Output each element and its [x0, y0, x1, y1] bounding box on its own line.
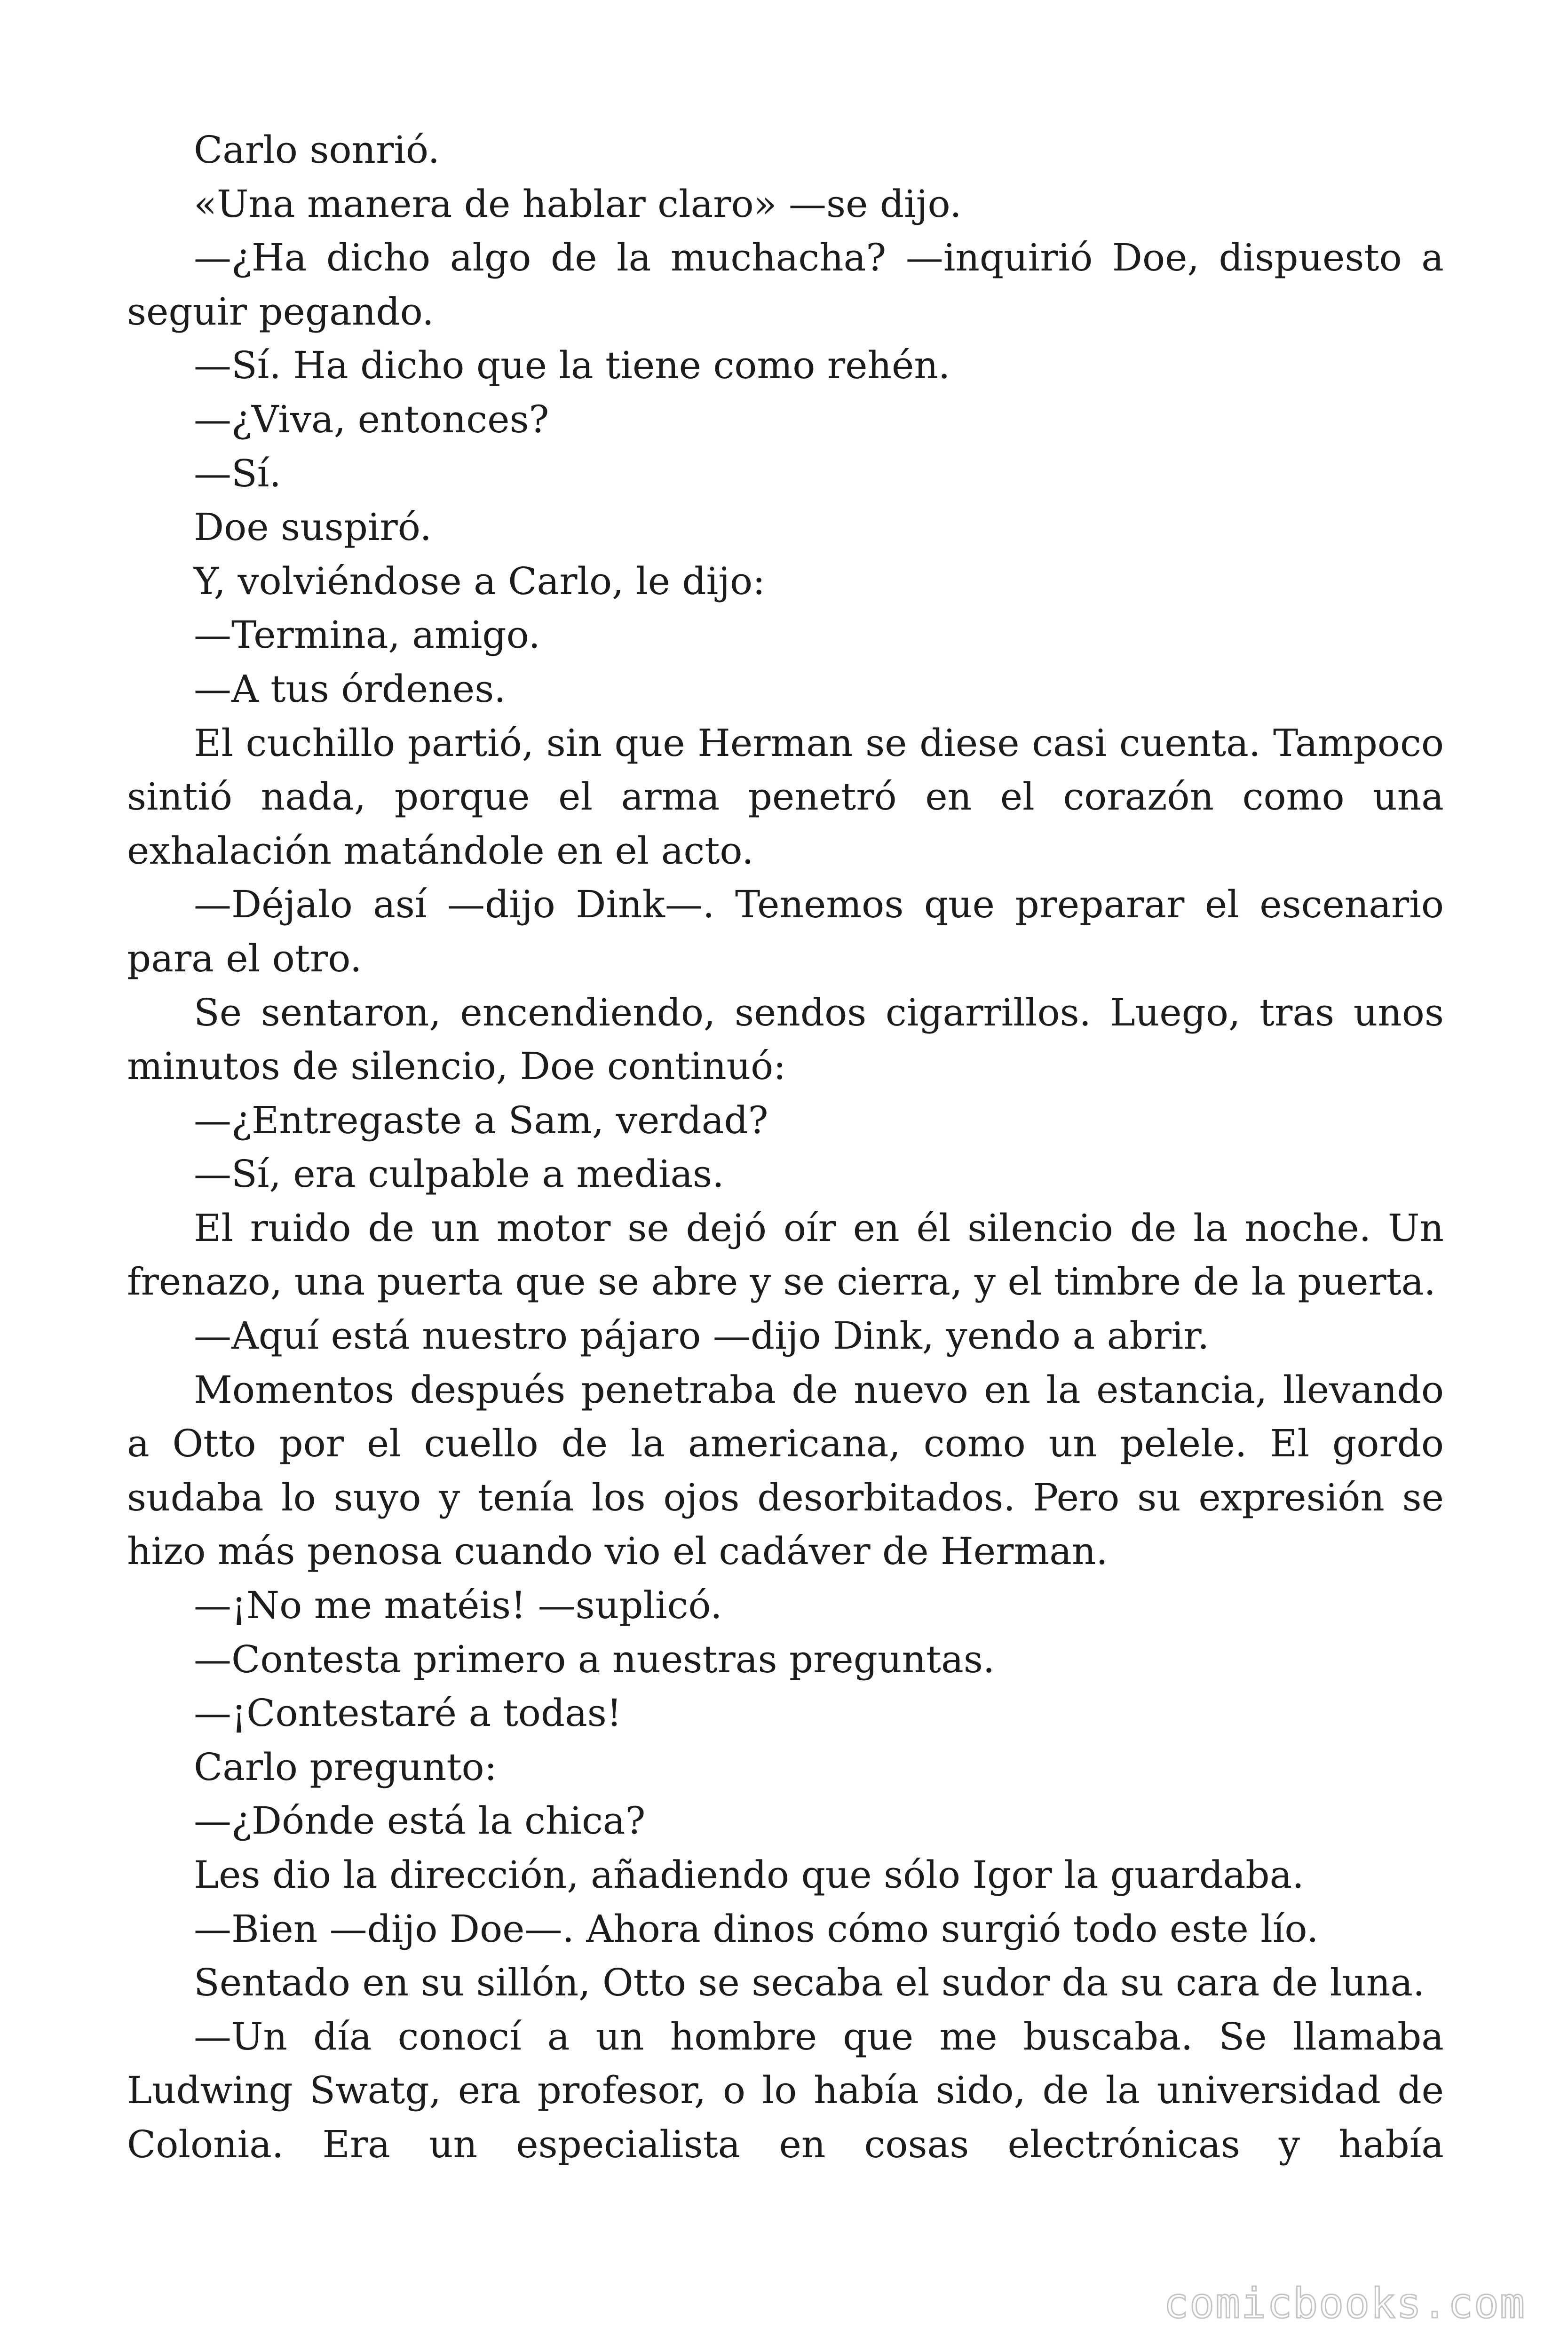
paragraph: Se sentaron, encendiendo, sendos cigarrillos. Luego, tras unos minutos de silencio, Doe continuó: [127, 990, 1444, 1089]
paragraph: Les dio la dirección, añadiendo que sólo Igor la guardaba. [194, 1853, 1304, 1897]
paragraph: —¿Dónde está la chica? [194, 1799, 646, 1843]
paragraph: —¡Contestaré a todas! [194, 1691, 622, 1735]
paragraph: —Sí, era culpable a medias. [194, 1152, 724, 1196]
paragraph: Carlo sonrió. [194, 128, 440, 172]
paragraph: —Sí. Ha dicho que la tiene como rehén. [194, 343, 950, 388]
paragraph: —¿Viva, entonces? [194, 397, 549, 441]
paragraph: Sentado en su sillón, Otto se secaba el sudor da su cara de luna. [194, 1961, 1425, 2005]
paragraph: —A tus órdenes. [194, 667, 506, 711]
paragraph: El ruido de un motor se dejó oír en él silencio de la noche. Un frenazo, una puerta que se abre y se cierra, y el timbre de la puerta. [127, 1206, 1444, 1304]
paragraph: Momentos después penetraba de nuevo en la estancia, llevando a Otto por el cuello de la americana, como un pelele. El gordo sudaba lo suyo y tenía los ojos desorbitados. Pero su expresión se hizo más penosa cuando vio el cadáver de Herman. [127, 1367, 1444, 1573]
paragraph: —Aquí está nuestro pájaro —dijo Dink, yendo a abrir. [194, 1314, 1210, 1358]
paragraph: —¡No me matéis! —suplicó. [194, 1583, 722, 1628]
paragraph: Carlo pregunto: [194, 1745, 497, 1789]
paragraph: —Un día conocí a un hombre que me buscaba. Se llamaba Ludwing Swatg, era profesor, o lo había sido, de la universidad de Colonia. Era un especialista en cosas electrónicas y había [127, 2014, 1444, 2166]
paragraph: —Sí. [194, 451, 281, 495]
paragraph: —Termina, amigo. [194, 613, 540, 657]
page-body [127, 123, 1444, 2172]
paragraph: —¿Entregaste a Sam, verdad? [194, 1098, 768, 1142]
paragraph: —Bien —dijo Doe—. Ahora dinos cómo surgió todo este lío. [194, 1907, 1319, 1951]
paragraph: —Déjalo así —dijo Dink—. Tenemos que preparar el escenario para el otro. [127, 882, 1444, 980]
watermark: comicbooks.com [1164, 2279, 1526, 2328]
paragraph: Y, volviéndose a Carlo, le dijo: [194, 559, 766, 603]
paragraph: «Una manera de hablar claro» —se dijo. [194, 182, 962, 226]
paragraph: —¿Ha dicho algo de la muchacha? —inquirió Doe, dispuesto a seguir pegando. [127, 236, 1444, 334]
paragraph: Doe suspiró. [194, 505, 432, 549]
paragraph: —Contesta primero a nuestras preguntas. [194, 1637, 995, 1681]
paragraph: El cuchillo partió, sin que Herman se diese casi cuenta. Tampoco sintió nada, porque el arma penetró en el corazón como una exhalación matándole en el acto. [127, 721, 1444, 873]
